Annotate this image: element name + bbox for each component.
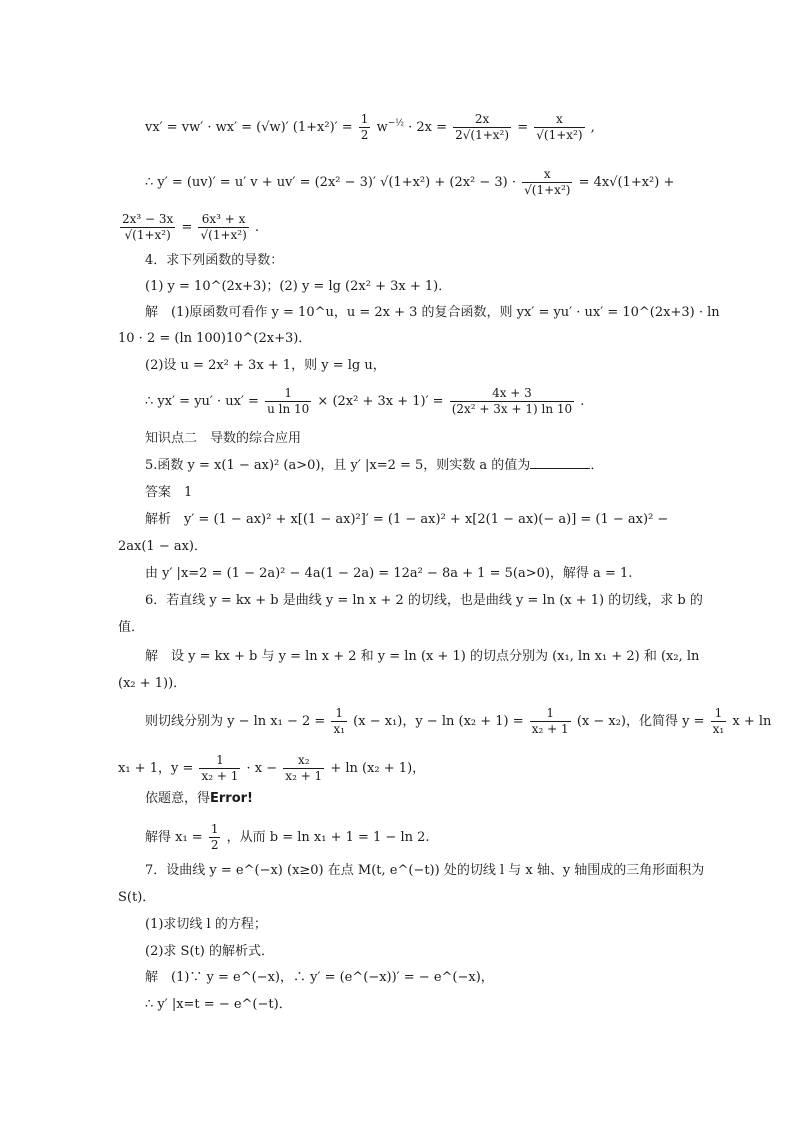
line-2: ∴ y′ = (uv)′ = u′ v + uv′ = (2x² − 3)′ √(1+x²) + (2x² − 3) · $\frac{x}{\text{√(1+x²)}}$ = 4x√(1+x²) + [145, 167, 675, 197]
question-5: 5.函数 y = x(1 − ax)² (a>0)，且 y′ |x=2 = 5，则实数 a 的值为 ． [145, 458, 604, 473]
fraction: $\frac{1}{\text{x₂ + 1}}$ [531, 706, 569, 736]
fraction: $\frac{1}{\text{u ln 10}}$ [267, 386, 310, 416]
solution-6-tangents-cont: x₁ + 1，y = $\frac{1}{\text{x₂ + 1}}$ · x − $\frac{\text{x₂}}{\text{x₂ + 1}}$ + ln (x₂ + 1)， [118, 753, 426, 783]
fraction: $\frac{x}{\text{√(1+x²)}}$ [536, 112, 583, 142]
answer-5: 答案 1 [145, 485, 193, 500]
question-7: 7．设曲线 y = e^(−x) (x≥0) 在点 M(t, e^(−t)) 处的切线 l 与 x 轴、y 轴围成的三角形面积为 [145, 863, 705, 878]
fraction: $\frac{1}{\text{x₁}}$ [712, 706, 725, 736]
question-7-cont: S(t)． [118, 890, 156, 905]
analysis-5: 解析 y′ = (1 − ax)² + x[(1 − ax)²]′ = (1 − ax)² + x[2(1 − ax)(− a)] = (1 − ax)² − [145, 512, 669, 527]
question-6: 6．若直线 y = kx + b 是曲线 y = ln x + 2 的切线，也是曲线 y = ln (x + 1) 的切线，求 b 的 [145, 593, 703, 608]
fraction: $\frac{4x + 3}{\text{(2x² + 3x + 1) ln 10}}$ [451, 386, 573, 416]
section-heading: 知识点二 导数的综合应用 [145, 431, 302, 446]
question-6-cont: 值． [118, 620, 145, 635]
line-1: vx′ = vw′ · wx′ = (√w)′ (1+x²)′ = $\frac{1}{2}$ $w^{-\frac{1}{2}} \cdot 2x$ = $\frac{2x}{\text{2√(1+x²)}}$ = $\frac{x}{\text{√(1+x²)}}$ , [145, 112, 595, 142]
fraction: $\frac{1}{\text{x₂ + 1}}$ [201, 753, 239, 783]
answer-blank [530, 456, 590, 469]
line-3: $\frac{\text{2x³ − 3x}}{\text{√(1+x²)}}$ = $\frac{\text{6x³ + x}}{\text{√(1+x²)}}$ . [122, 212, 260, 242]
fraction: $\frac{\text{2x³ − 3x}}{\text{√(1+x²)}}$ [122, 212, 174, 242]
question-4-parts: (1) y = 10^(2x+3)；(2) y = lg (2x² + 3x + 1)． [145, 279, 452, 294]
solution-4-1-cont: 10 · 2 = (ln 100)10^(2x+3)． [118, 331, 312, 346]
fraction: $\frac{x}{\text{√(1+x²)}}$ [524, 167, 571, 197]
fraction: $\frac{2x}{\text{2√(1+x²)}}$ [455, 112, 510, 142]
error-text: Error! [210, 791, 253, 806]
analysis-5-result: 由 y′ |x=2 = (1 − 2a)² − 4a(1 − 2a) = 12a² − 8a + 1 = 5(a>0)，解得 a = 1. [145, 566, 633, 581]
solution-4-2-derivative: ∴ yx′ = yu′ · ux′ = $\frac{1}{\text{u ln 10}}$ × (2x² + 3x + 1)′ = $\frac{4x + 3}{\text{(2x² + 3x + 1) ln 10}}$ . [145, 386, 585, 416]
fraction: $\frac{1}{\text{x₁}}$ [333, 706, 346, 736]
fraction: $\frac{1}{2}$ [360, 112, 369, 142]
fraction: $\frac{\text{6x³ + x}}{\text{√(1+x²)}}$ [200, 212, 247, 242]
fraction: $\frac{1}{2}$ [210, 822, 219, 852]
solution-4-2: (2)设 u = 2x² + 3x + 1，则 y = lg u， [145, 358, 386, 373]
solution-6-condition: 依题意，得Error! [145, 791, 253, 806]
solution-6-tangents: 则切线分别为 y − ln x₁ − 2 = $\frac{1}{\text{x₁}}$ (x − x₁)，y − ln (x₂ + 1) = $\frac{1}{\text{x₂ + 1}}$ (x − x₂)，化简得 y = $\frac{1}{\text{x₁}}$ x + ln [145, 706, 772, 736]
solution-6-cont: (x₂ + 1))． [118, 676, 187, 691]
solution-4-1: 解 (1)原函数可看作 y = 10^u，u = 2x + 3 的复合函数，则 yx′ = yu′ · ux′ = 10^(2x+3) · ln [145, 305, 720, 320]
question-7-part-1: (1)求切线 l 的方程； [145, 917, 267, 932]
solution-7-1-cont: ∴ y′ |x=t = − e^(−t)． [145, 997, 292, 1012]
question-4: 4．求下列函数的导数： [145, 253, 284, 268]
solution-6-result: 解得 x₁ = $\frac{1}{2}$ ，从而 b = ln x₁ + 1 = 1 − ln 2. [145, 822, 430, 852]
analysis-5-cont: 2ax(1 − ax)． [118, 539, 208, 554]
solution-6: 解 设 y = kx + b 与 y = ln x + 2 和 y = ln (x + 1) 的切点分别为 (x₁, ln x₁ + 2) 和 (x₂, ln [145, 649, 700, 664]
solution-7-1: 解 (1)∵ y = e^(−x)，∴ y′ = (e^(−x))′ = − e^(−x)， [145, 970, 494, 985]
fraction: $\frac{\text{x₂}}{\text{x₂ + 1}}$ [285, 753, 323, 783]
question-7-part-2: (2)求 S(t) 的解析式． [145, 944, 274, 959]
